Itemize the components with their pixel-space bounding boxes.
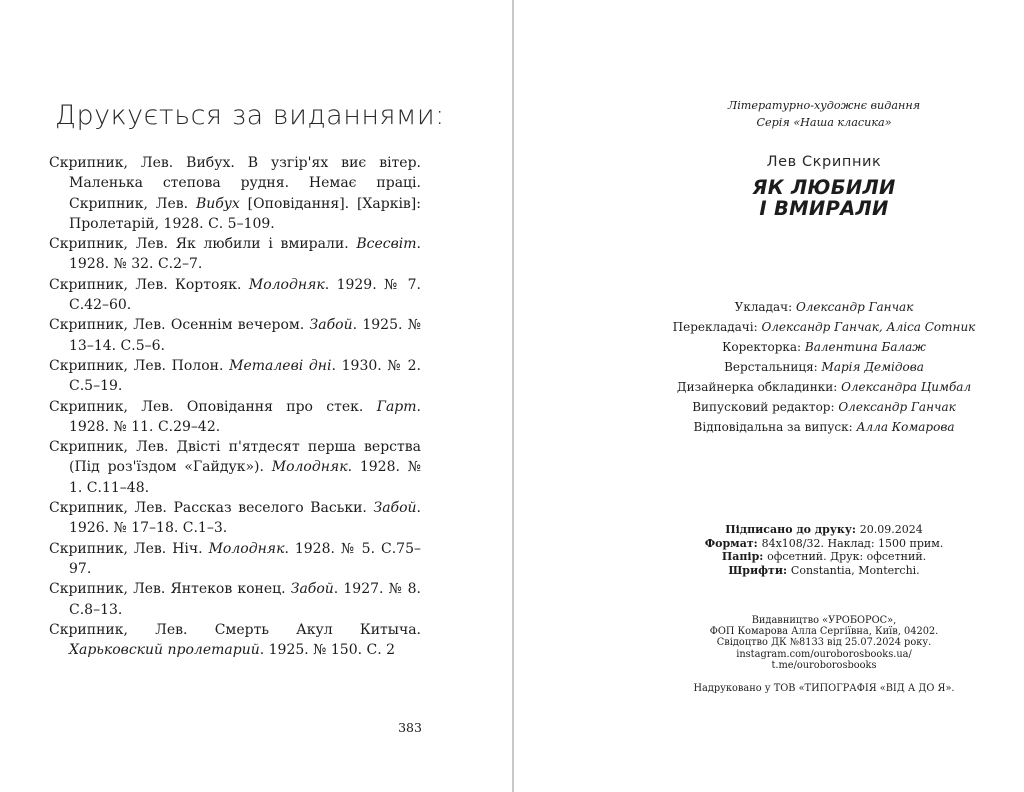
- credit-line: Відповідальна за випуск: Алла Комарова: [693, 420, 955, 434]
- publisher-line: t.me/ouroborosbooks: [771, 659, 877, 671]
- publisher-line: instagram.com/ouroborosbooks.ua/: [736, 648, 912, 660]
- reference-item: Скрипник, Лев. Осеннім вечером. Забой. 1925. № 13–14. С.5–6.: [49, 317, 421, 354]
- reference-item: Скрипник, Лев. Ніч. Молодняк. 1928. № 5. С.75–97.: [49, 540, 421, 577]
- publisher-line: Свідоцтво ДК №8133 від 25.07.2024 року.: [716, 637, 932, 649]
- imprint-line: Формат: 84х108/32. Наклад: 1500 прим.: [704, 536, 944, 550]
- publisher-line: ФОП Комарова Алла Сергіївна, Київ, 04202.: [709, 626, 939, 638]
- edition-type: Літературно-художнє видання: [727, 99, 921, 112]
- reference-item: Скрипник, Лев. Як любили і вмирали. Всесвіт. 1928. № 32. С.2–7.: [49, 236, 421, 273]
- title-line: І ВМИРАЛИ: [759, 197, 889, 220]
- series-name: Серія «Наша класика»: [756, 116, 892, 129]
- imprint-block: [674, 523, 974, 577]
- sources-heading: Друкується за виданнями:: [55, 100, 445, 131]
- credit-line: Укладач: Олександр Ганчак: [734, 300, 914, 314]
- publisher-line: Видавництво «УРОБОРОС»,: [751, 615, 897, 626]
- credit-line: Коректорка: Валентина Балаж: [722, 340, 926, 354]
- credits-list: [624, 297, 1024, 437]
- imprint-line: Шрифти: Constantia, Monterchi.: [728, 563, 920, 577]
- imprint-line: Підписано до друку: 20.09.2024: [725, 523, 923, 536]
- right-page: [514, 0, 1024, 792]
- reference-item: Скрипник, Лев. Вибух. В узгір'ях виє вітер. Маленька степова рудня. Немає праці. Скрипник, Лев. Вибух [Оповідання]. [Харків]: Пролетарій, 1928. С. 5–109.: [49, 155, 421, 232]
- credit-line: Дизайнерка обкладинки: Олександра Цимбал: [676, 380, 972, 394]
- book-title: [664, 177, 984, 219]
- printed-by: Надруковано у ТОВ «ТИПОГРАФІЯ «ВІД А ДО Я».: [693, 683, 955, 694]
- reference-item: Скрипник, Лев. Рассказ веселого Васьки. Забой. 1926. № 17–18. С.1–3.: [49, 500, 421, 537]
- credit-line: Випусковий редактор: Олександр Ганчак: [692, 400, 956, 414]
- reference-item: Скрипник, Лев. Янтеков конец. Забой. 1927. № 8. С.8–13.: [49, 581, 421, 618]
- publisher-block: [674, 615, 974, 671]
- title-line: ЯК ЛЮБИЛИ: [752, 176, 896, 199]
- credit-line: Верстальниця: Марія Демідова: [724, 360, 924, 374]
- edition-info: [664, 97, 984, 131]
- reference-item: Скрипник, Лев. Полон. Металеві дні. 1930. № 2. С.5–19.: [49, 357, 422, 395]
- credit-line: Перекладачі: Олександр Ганчак, Аліса Сотник: [672, 320, 976, 334]
- reference-item: Скрипник, Лев. Двісті п'ятдесят перша верства (Під роз'їздом «Гайдук»). Молодняк. 1928. № 1. С.11–48.: [49, 439, 421, 496]
- reference-item: Скрипник, Лев. Оповідання про стек. Гарт. 1928. № 11. С.29–42.: [49, 398, 421, 435]
- author-name: Лев Скрипник: [766, 154, 882, 170]
- imprint-line: Папір: офсетний. Друк: офсетний.: [721, 550, 927, 563]
- page-number: 383: [398, 720, 422, 735]
- references-list: [49, 153, 421, 660]
- reference-item: Скрипник, Лев. Кортояк. Молодняк. 1929. № 7. С.42–60.: [49, 276, 421, 314]
- reference-item: Скрипник, Лев. Смерть Акул Китыча. Харьковский пролетарий. 1925. № 150. С. 2: [49, 621, 421, 659]
